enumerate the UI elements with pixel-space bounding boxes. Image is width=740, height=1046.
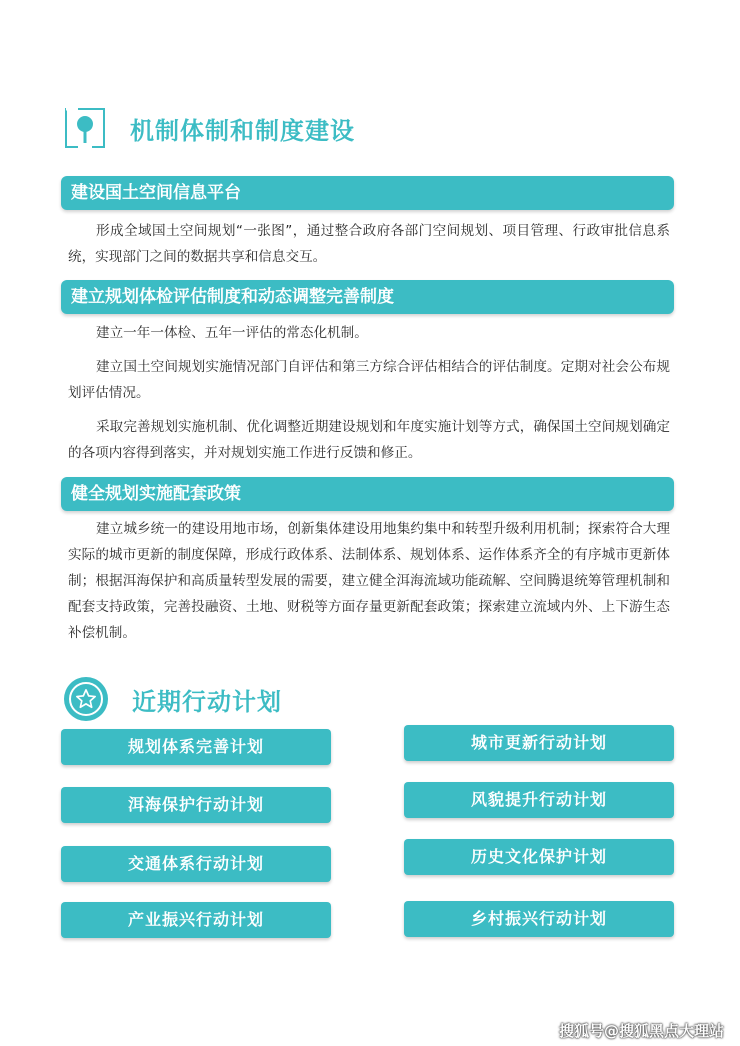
subsection-heading-policy: 健全规划实施配套政策 xyxy=(61,477,674,511)
plan-heritage-protection: 历史文化保护计划 xyxy=(404,839,674,875)
pin-icon xyxy=(64,107,106,149)
section2-header xyxy=(64,674,282,724)
star-icon xyxy=(64,677,108,721)
paragraph-evaluation-1: 建立一年一体检、五年一评估的常态化机制。 xyxy=(96,325,368,341)
plan-rural-revival: 乡村振兴行动计划 xyxy=(404,901,674,937)
subsection-heading-platform: 建设国土空间信息平台 xyxy=(61,176,674,210)
plan-planning-system: 规划体系完善计划 xyxy=(61,729,331,765)
subsection-heading-evaluation: 建立规划体检评估制度和动态调整完善制度 xyxy=(61,280,674,314)
paragraph-policy: 建立城乡统一的建设用地市场，创新集体建设用地集约集中和转型升级利用机制；探索符合大理实际的城市更新的制度保障，形成行政体系、法制体系、规划体系、运作体系齐全的有序城市更新体制；根据洱海保护和高质量转型发展的需要，建立健全洱海流域功能疏解、空间腾退统筹管理机制和配套支持政策，完善投融资、土地、财税等方面存量更新配套政策；探索建立流域内外、上下游生态补偿机制。 xyxy=(68,521,670,641)
watermark: 搜狐号@搜狐黑点大理站 xyxy=(558,1022,724,1040)
plan-landscape-upgrade: 风貌提升行动计划 xyxy=(404,782,674,818)
paragraph-evaluation-3: 采取完善规划实施机制、优化调整近期建设规划和年度实施计划等方式，确保国土空间规划确定的各项内容得到落实，并对规划实施工作进行反馈和修正。 xyxy=(68,419,670,461)
plan-industry-revival: 产业振兴行动计划 xyxy=(61,902,331,938)
section2-title: 近期行动计划 xyxy=(132,687,282,716)
paragraph-evaluation-2: 建立国土空间规划实施情况部门自评估和第三方综合评估相结合的评估制度。定期对社会公布规划评估情况。 xyxy=(68,359,670,401)
plan-transport-system: 交通体系行动计划 xyxy=(61,846,331,882)
paragraph-platform: 形成全域国土空间规划“一张图”，通过整合政府各部门空间规划、项目管理、行政审批信息系统，实现部门之间的数据共享和信息交互。 xyxy=(68,223,670,265)
section1-title: 机制体制和制度建设 xyxy=(130,116,355,145)
plan-urban-renewal: 城市更新行动计划 xyxy=(404,725,674,761)
plan-erhai-protection: 洱海保护行动计划 xyxy=(61,787,331,823)
section1-header xyxy=(64,104,355,152)
